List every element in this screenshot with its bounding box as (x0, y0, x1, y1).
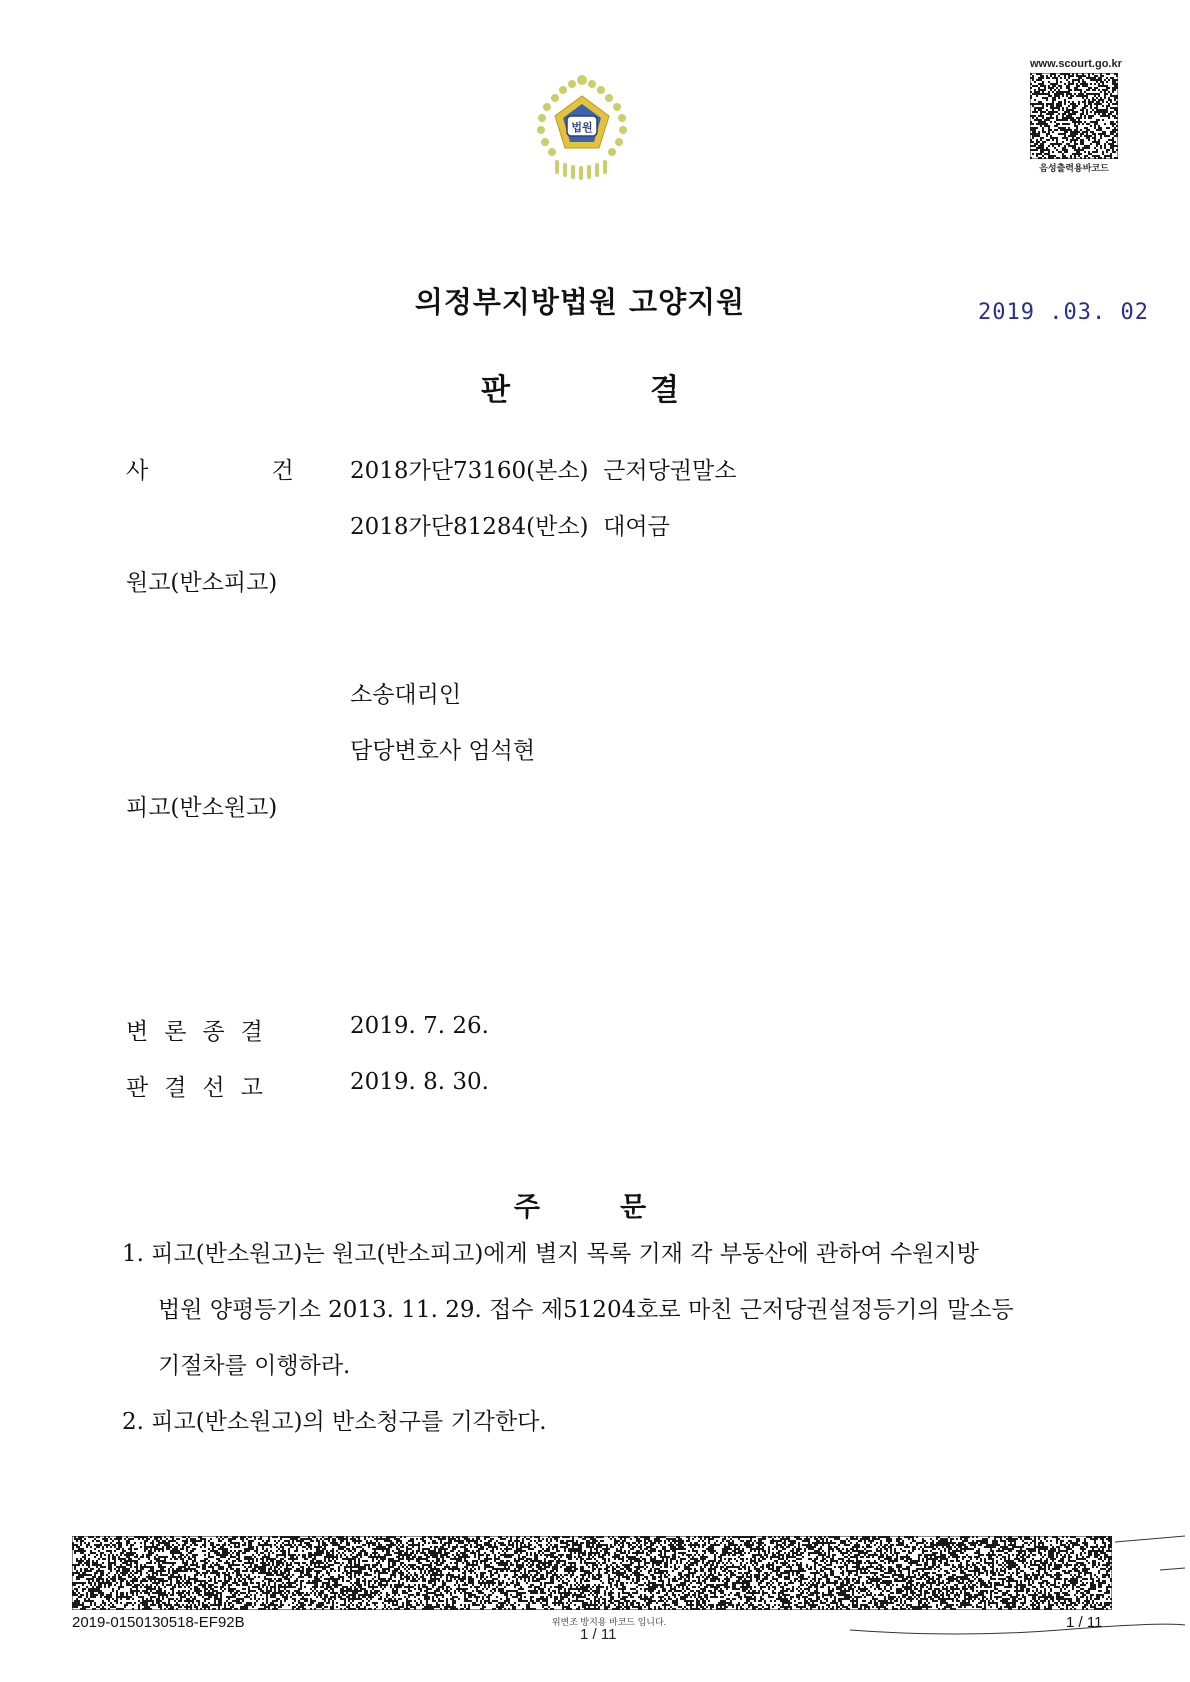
received-date-stamp: 2019 .03. 02 (978, 300, 1149, 325)
ruling-item-1-line-2: 법원 양평등기소 2013. 11. 29. 접수 제51204호로 마친 근저당권설정등기의 말소등 (158, 1297, 1014, 1323)
qr-caption: 음성출력용바코드 (1039, 163, 1109, 173)
ruling-item-2: 2. 피고(반소원고)의 반소청구를 기각한다. (122, 1409, 547, 1435)
barcode-note: 위변조 방지용 바코드 입니다. (551, 1617, 667, 1627)
document-title (0, 365, 1160, 409)
ruling-title-right: 문 (620, 1192, 647, 1223)
ruling-item-1-line-3: 기절차를 이행하라. (158, 1353, 351, 1379)
case-number-1: 2018가단73160(본소) (350, 458, 589, 484)
court-name: 의정부지방법원 고양지원 (414, 285, 746, 319)
plaintiff-label: 원고(반소피고) (126, 570, 278, 596)
page-number-center: 1 / 11 (580, 1626, 617, 1643)
case-line-2 (350, 508, 670, 541)
emblem-text: 법원 (571, 121, 593, 134)
hearing-end-label: 변론종결 (126, 1019, 279, 1045)
counsel-name: 담당변호사 엄석현 (350, 738, 536, 764)
counsel-label: 소송대리인 (350, 682, 462, 708)
ruling-title (0, 1185, 1160, 1224)
document-title-right: 결 (650, 373, 679, 408)
hearing-end-date: 2019. 7. 26. (350, 1013, 489, 1039)
ruling-item-1-line-1: 1. 피고(반소원고)는 원고(반소피고)에게 별지 목록 기재 각 부동산에 관하여 수원지방 (122, 1241, 979, 1267)
case-label: 사 건 (126, 458, 352, 484)
qr-url: www.scourt.go.kr (1030, 58, 1122, 70)
judgment-date: 2019. 8. 30. (350, 1069, 489, 1095)
judgment-label: 판결선고 (126, 1075, 279, 1101)
defendant-label: 피고(반소원고) (126, 795, 278, 821)
page-number-right: 1 / 11 (1066, 1614, 1103, 1631)
document-title-left: 판 (481, 373, 510, 408)
case-line-1 (350, 452, 736, 485)
qr-code-icon (1030, 73, 1118, 159)
case-name-2: 대여금 (603, 514, 670, 540)
ruling-title-left: 주 (513, 1192, 540, 1223)
case-name-1: 근저당권말소 (603, 458, 737, 484)
document-id: 2019-0150130518-EF92B (72, 1614, 245, 1631)
case-number-2: 2018가단81284(반소) (350, 514, 589, 540)
court-emblem-icon (527, 72, 637, 182)
scan-artifact-line (840, 1530, 1190, 1640)
